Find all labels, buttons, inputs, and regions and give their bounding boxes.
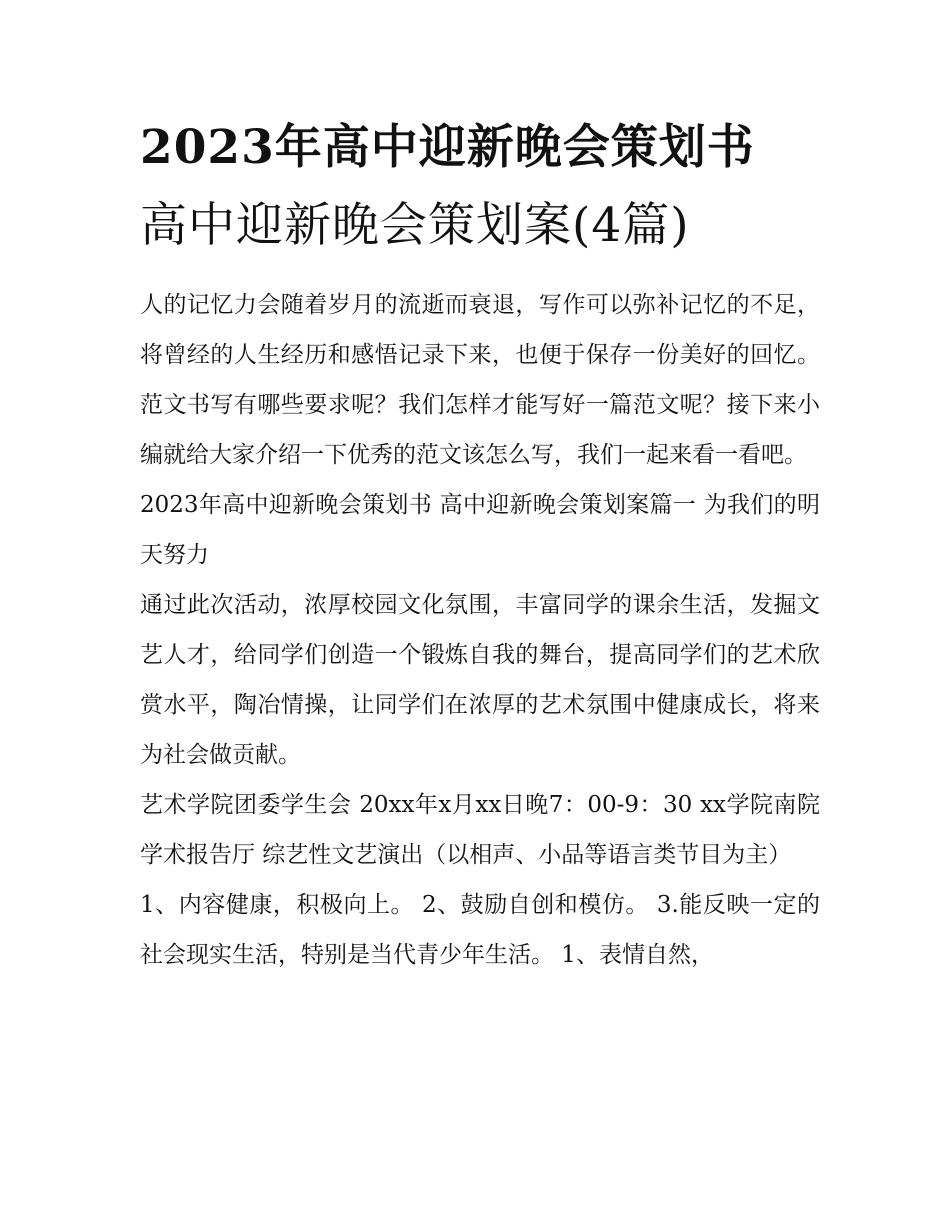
section-heading: 2023年高中迎新晚会策划书 高中迎新晚会策划案篇一 为我们的明天努力: [140, 492, 820, 568]
document-title: 2023年高中迎新晚会策划书: [140, 120, 755, 175]
purpose-paragraph: 通过此次活动，浓厚校园文化氛围，丰富同学的课余生活，发掘文艺人才，给同学们创造一个锻炼自我的舞台，提高同学们的艺术欣赏水平，陶冶情操，让同学们在浓厚的艺术氛围中健康成长，将来为社会做贡献。: [140, 592, 820, 768]
requirements-paragraph: 1、内容健康，积极向上。 2、鼓励自创和模仿。 3.能反映一定的社会现实生活，特别是当代青少年生活。 1、表情自然，: [140, 892, 820, 968]
document-body: [140, 280, 820, 980]
intro-paragraph: 人的记忆力会随着岁月的流逝而衰退，写作可以弥补记忆的不足，将曾经的人生经历和感悟记录下来，也便于保存一份美好的回忆。范文书写有哪些要求呢？我们怎样才能写好一篇范文呢？接下来小编就给大家介绍一下优秀的范文该怎么写，我们一起来看一看吧。: [140, 292, 820, 468]
document-subtitle: 高中迎新晚会策划案(4篇): [140, 198, 690, 253]
organizer-paragraph: 艺术学院团委学生会 20xx年x月xx日晚7：00-9：30 xx学院南院学术报告厅 综艺性文艺演出（以相声、小品等语言类节目为主）: [140, 792, 820, 868]
